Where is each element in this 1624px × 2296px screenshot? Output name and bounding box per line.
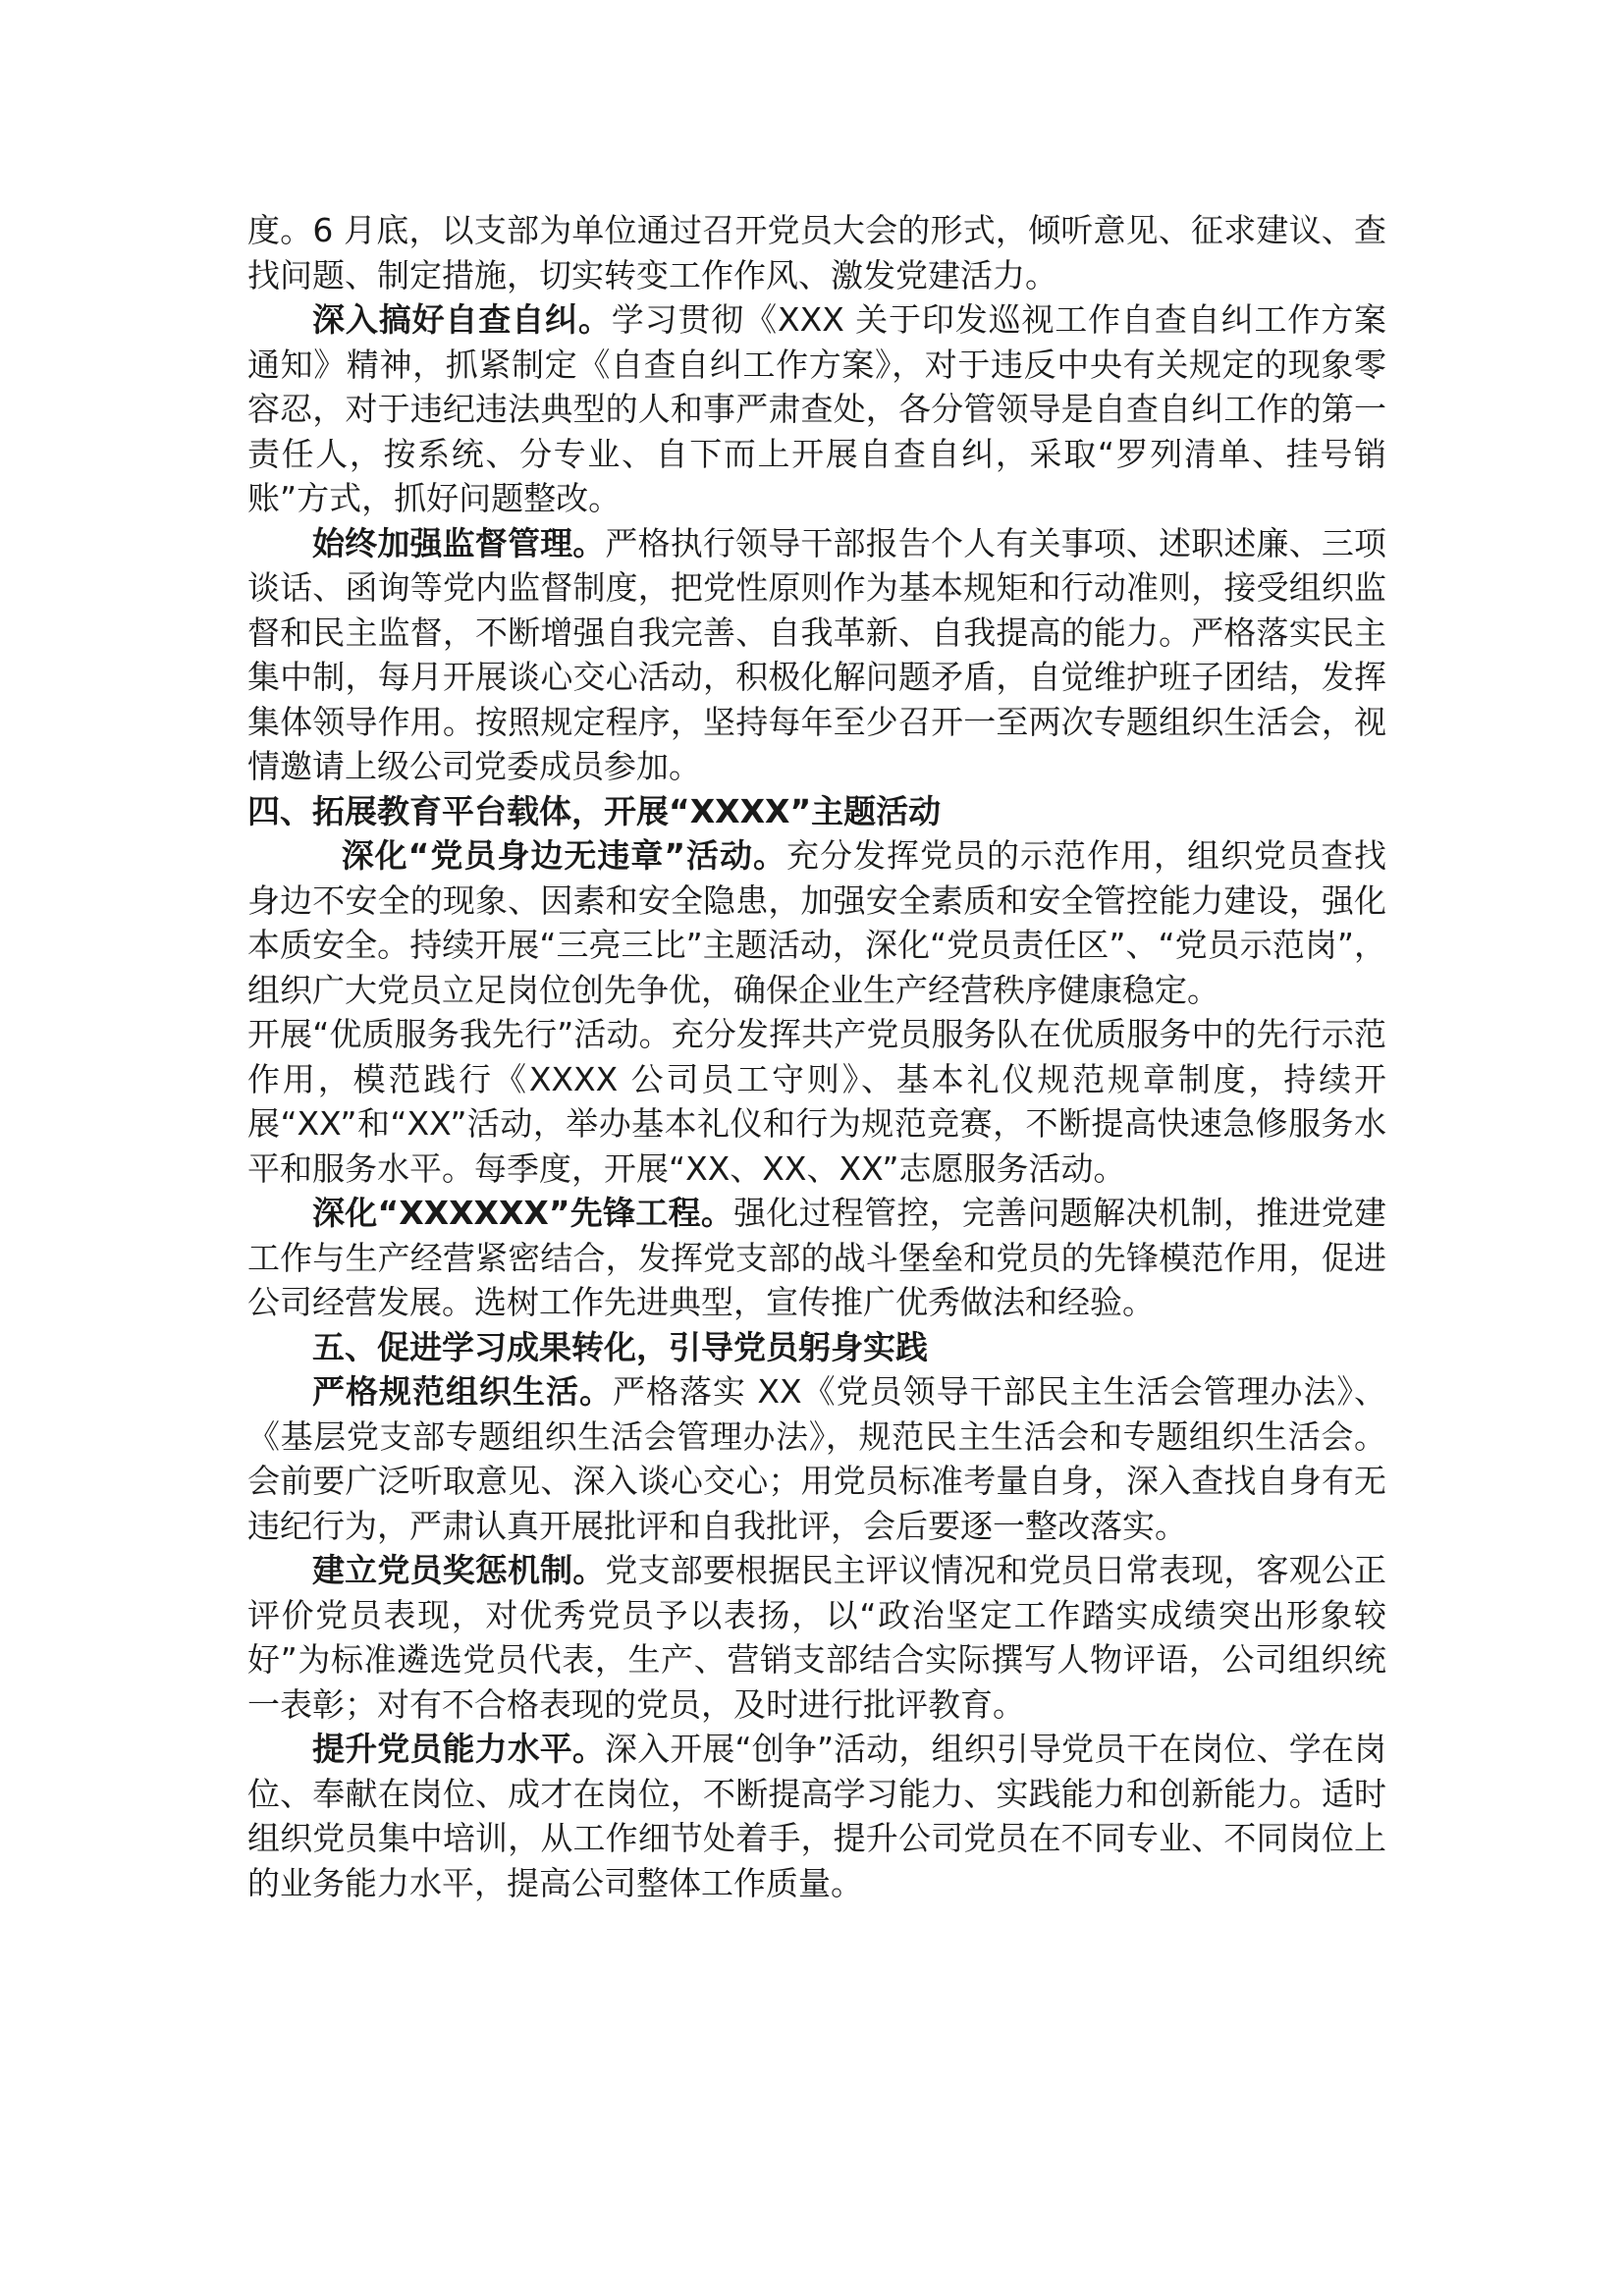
paragraph-lead: 建立党员奖惩机制。 (312, 1551, 606, 1589)
paragraph-continuation (247, 208, 1386, 297)
paragraph-lead: 提升党员能力水平。 (312, 1730, 606, 1768)
document-body (247, 208, 1386, 1905)
paragraph-text: 党支部要根据民主评议情况和党员日常表现，客观公正评价党员表现，对优秀党员予以表扬，以“政治坚定工作踏实成绩突出形象较好”为标准遴选党员代表，生产、营销支部结合实际撰写人物评语，公司组织统一表彰；对有不合格表现的党员，及时进行批评教育。 (247, 1551, 1386, 1724)
paragraph-self-inspection (247, 297, 1386, 521)
paragraph-text: 充分发挥党员的示范作用，组织党员查找身边不安全的现象、因素和安全隐患，加强安全素质和安全管控能力建设，强化本质安全。持续开展“三亮三比”主题活动，深化“党员责任区”、“党员示范岗”，组织广大党员立足岗位创先争优，确保企业生产经营秩序健康稳定。 (247, 836, 1386, 1009)
paragraph-lead: 始终加强监督管理。 (312, 523, 606, 562)
paragraph-no-violation (247, 833, 1386, 1012)
paragraph-lead: 深入搞好自查自纠。 (312, 300, 612, 339)
paragraph-capability (247, 1727, 1386, 1905)
paragraph-organization-life (247, 1369, 1386, 1548)
section-heading-4: 四、拓展教育平台载体，开展“XXXX”主题活动 (247, 791, 942, 830)
paragraph-text: 开展“优质服务我先行”活动。充分发挥共产党员服务队在优质服务中的先行示范作用，模范践行《XXXX 公司员工守则》、基本礼仪规范规章制度，持续开展“XX”和“XX”活动，举办基本礼仪和行为规范竞赛，不断提高快速急修服务水平和服务水平。每季度，开展“XX、XX、XX”志愿服务活动。 (247, 1015, 1386, 1188)
paragraph-lead: 深化“党员身边无违章”活动。 (341, 836, 787, 875)
paragraph-text: 强化过程管控，完善问题解决机制，推进党建工作与生产经营紧密结合，发挥党支部的战斗堡垒和党员的先锋模范作用，促进公司经营发展。选树工作先进典型，宣传推广优秀做法和经验。 (247, 1194, 1387, 1321)
paragraph-text: 深入开展“创争”活动，组织引导党员干在岗位、学在岗位、奉献在岗位、成才在岗位，不断提高学习能力、实践能力和创新能力。适时组织党员集中培训，从工作细节处着手，提升公司党员在不同专业、不同岗位上的业务能力水平，提高公司整体工作质量。 (247, 1730, 1387, 1902)
paragraph-lead: 严格规范组织生活。 (312, 1372, 613, 1411)
paragraph-text: 学习贯彻《XXX 关于印发巡视工作自查自纠工作方案通知》精神，抓紧制定《自查自纠工作方案》，对于违反中央有关规定的现象零容忍，对于违纪违法典型的人和事严肃查处，各分管领导是自查自纠工作的第一责任人，按系统、分专业、自下而上开展自查自纠，采取“罗列清单、挂号销账”方式，抓好问题整改。 (247, 300, 1387, 517)
paragraph-pioneer-project (247, 1191, 1386, 1325)
paragraph-reward-mechanism (247, 1548, 1386, 1727)
paragraph-quality-service (247, 1012, 1386, 1191)
paragraph-text: 严格落实 XX《党员领导干部民主生活会管理办法》、《基层党支部专题组织生活会管理办法》，规范民主生活会和专题组织生活会。会前要广泛听取意见、深入谈心交心；用党员标准考量自身，深入查找自身有无违纪行为，严肃认真开展批评和自我批评，会后要逐一整改落实。 (247, 1372, 1386, 1545)
paragraph-text: 严格执行领导干部报告个人有关事项、述职述廉、三项谈话、函询等党内监督制度，把党性原则作为基本规矩和行动准则，接受组织监督和民主监督，不断增强自我完善、自我革新、自我提高的能力。严格落实民主集中制，每月开展谈心交心活动，积极化解问题矛盾，自觉维护班子团结，发挥集体领导作用。按照规定程序，坚持每年至少召开一至两次专题组织生活会，视情邀请上级公司党委成员参加。 (247, 523, 1386, 785)
section-heading-5: 五、促进学习成果转化，引导党员躬身实践 (312, 1327, 928, 1366)
paragraph-lead: 深化“XXXXXX”先锋工程。 (312, 1194, 734, 1232)
paragraph-text: 度。6 月底，以支部为单位通过召开党员大会的形式，倾听意见、征求建议、查找问题、制定措施，切实转变工作作风、激发党建活力。 (247, 211, 1386, 294)
paragraph-supervision (247, 521, 1386, 789)
